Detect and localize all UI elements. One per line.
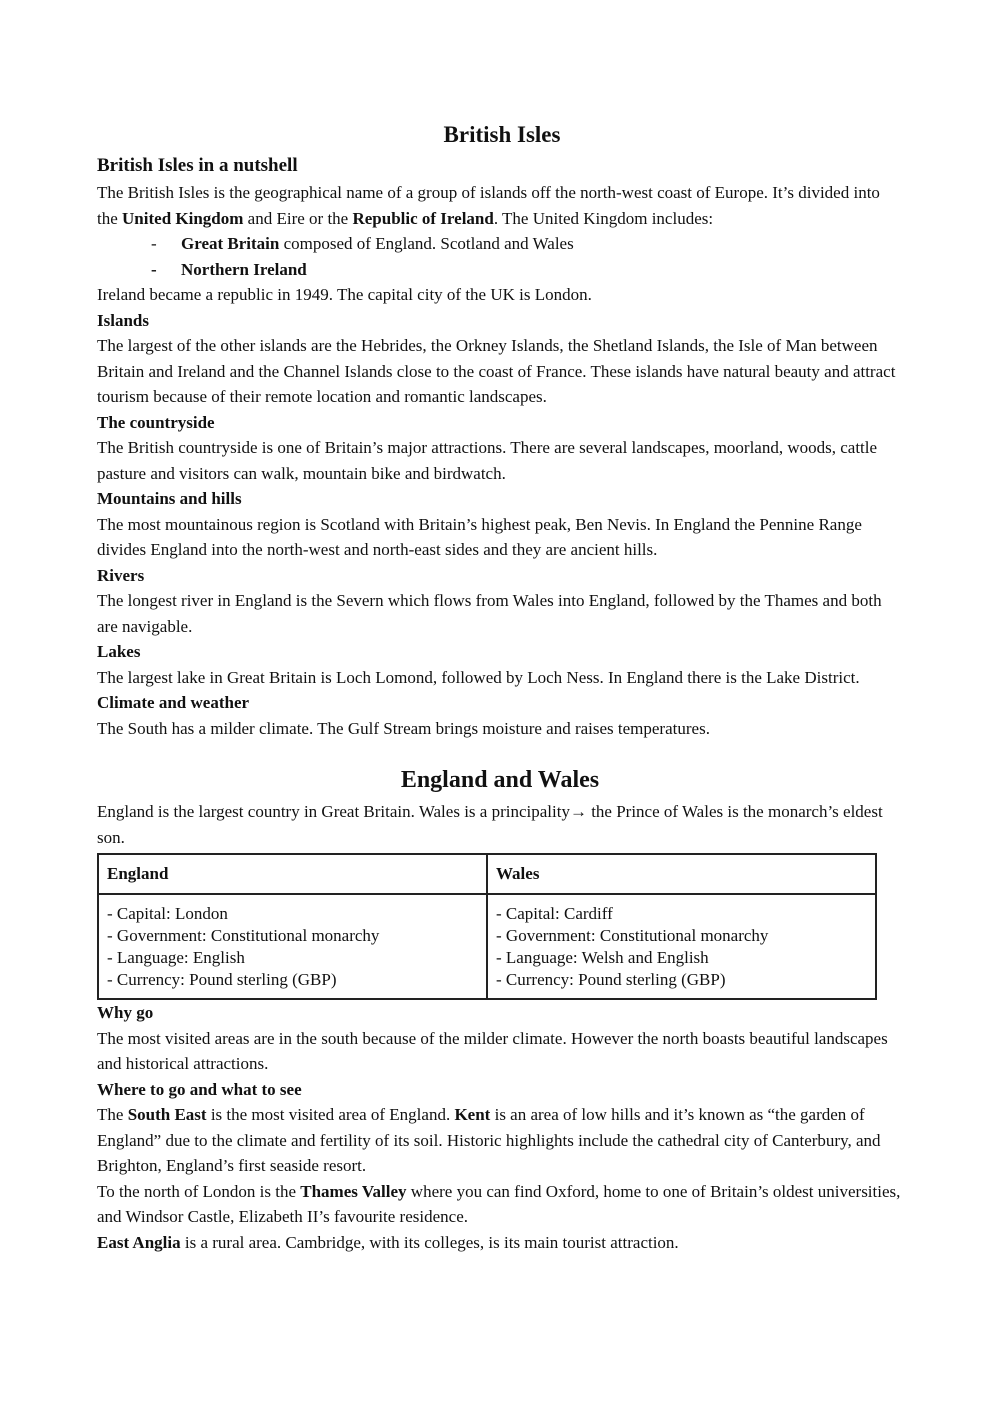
bold-east-anglia: East Anglia bbox=[97, 1232, 181, 1252]
heading-lakes: Lakes bbox=[97, 642, 141, 661]
republic-paragraph: Ireland became a republic in 1949. The capital city of the UK is London. bbox=[97, 285, 592, 304]
list-item bbox=[97, 231, 903, 257]
bold-thames-valley: Thames Valley bbox=[300, 1181, 407, 1201]
paragraph-why-go: The most visited areas are in the south because of the milder climate. However the north boasts beautiful landscapes and historical attractions. bbox=[97, 1028, 888, 1073]
table-header-wales: Wales bbox=[487, 854, 876, 894]
thames-text-1: To the north of London is the bbox=[97, 1181, 301, 1201]
paragraph-mountains: The most mountainous region is Scotland with Britain’s highest peak, Ben Nevis. In England the Pennine Range divides England into the north-west and north-east sides and they are ancient hills. bbox=[97, 514, 862, 559]
thames-text-2: where you can find Oxford, home to one of Britain’s oldest universities, and Windsor Castle, Elizabeth II’s favourite residence. bbox=[97, 1181, 901, 1226]
heading-climate: Climate and weather bbox=[97, 693, 250, 712]
table-header-row bbox=[98, 854, 876, 894]
intro-paragraph bbox=[97, 180, 903, 231]
heading-islands: Islands bbox=[97, 310, 149, 330]
england-currency: - Currency: Pound sterling (GBP) bbox=[107, 970, 337, 989]
east-anglia-text: is a rural area. Cambridge, with its colleges, is its main tourist attraction. bbox=[180, 1232, 679, 1252]
south-east-text-3: is an area of low hills and it’s known as “the garden of England” due to the climate and fertility of its soil. Historic highlights include the cathedral city of Canterbury, and Brighton, England’s first seaside resort. bbox=[97, 1105, 881, 1175]
uk-list bbox=[97, 231, 903, 282]
table-row bbox=[98, 894, 876, 999]
list-dash: - bbox=[151, 234, 157, 253]
comparison-table bbox=[97, 853, 877, 1000]
list-dash: - bbox=[151, 259, 157, 279]
document-page bbox=[97, 118, 903, 1255]
section-title-england-wales: England and Wales bbox=[400, 767, 600, 793]
heading-mountains: Mountains and hills bbox=[97, 489, 242, 508]
section-subtitle: British Isles in a nutshell bbox=[97, 155, 298, 176]
list-item-text: composed of England. Scotland and Wales bbox=[279, 234, 574, 253]
paragraph-thames-valley bbox=[97, 1179, 903, 1230]
paragraph-east-anglia bbox=[97, 1230, 903, 1256]
wales-currency: - Currency: Pound sterling (GBP) bbox=[496, 970, 726, 989]
heading-rivers: Rivers bbox=[97, 565, 145, 585]
bold-south-east: South East bbox=[127, 1105, 207, 1124]
wales-language: - Language: Welsh and English bbox=[496, 948, 709, 967]
wales-government: - Government: Constitutional monarchy bbox=[496, 926, 769, 945]
intro-bold-ireland: Republic of Ireland bbox=[352, 208, 494, 228]
england-government: - Government: Constitutional monarchy bbox=[107, 926, 380, 945]
england-language: - Language: English bbox=[107, 948, 245, 967]
list-item-bold: Great Britain bbox=[181, 234, 280, 253]
paragraph-lakes: The largest lake in Great Britain is Loch Lomond, followed by Loch Ness. In England there is the Lake District. bbox=[97, 667, 860, 687]
intro-bold-uk: United Kingdom bbox=[122, 208, 244, 228]
intro-text-2: and Eire or the bbox=[243, 208, 353, 228]
page-title: British Isles bbox=[443, 122, 561, 147]
paragraph-islands: The largest of the other islands are the Hebrides, the Orkney Islands, the Shetland Islands, the Isle of Man between Britain and Ireland and the Channel Islands close to the coast of France. These islands have natural beauty and attract tourism because of their remote location and romantic landscapes. bbox=[97, 336, 896, 406]
paragraph-climate: The South has a milder climate. The Gulf Stream brings moisture and raises temperatures. bbox=[97, 718, 710, 738]
list-item bbox=[97, 257, 903, 283]
intro-text-1: The British Isles is the geographical name of a group of islands off the north-west coast of Europe. It’s divided into the bbox=[97, 183, 880, 228]
bold-kent: Kent bbox=[454, 1105, 491, 1124]
paragraph-south-east bbox=[97, 1102, 903, 1179]
south-east-text-1: The bbox=[97, 1105, 128, 1124]
list-item-bold: Northern Ireland bbox=[181, 259, 307, 279]
table-cell-england bbox=[98, 894, 487, 999]
intro-text-3: . The United Kingdom includes: bbox=[493, 208, 714, 228]
heading-where-to-go: Where to go and what to see bbox=[97, 1079, 302, 1099]
wales-capital: - Capital: Cardiff bbox=[496, 904, 613, 923]
heading-countryside: The countryside bbox=[97, 412, 215, 432]
england-wales-intro: England is the largest country in Great Britain. Wales is a principality→ the Prince of Wales is the monarch’s eldest son. bbox=[97, 802, 883, 847]
heading-why-go: Why go bbox=[97, 1003, 154, 1022]
table-header-england: England bbox=[98, 854, 487, 894]
england-capital: - Capital: London bbox=[107, 904, 228, 923]
paragraph-rivers: The longest river in England is the Severn which flows from Wales into England, followed by the Thames and both are navigable. bbox=[97, 591, 882, 636]
table-cell-wales bbox=[487, 894, 876, 999]
south-east-text-2: is the most visited area of England. bbox=[206, 1105, 455, 1124]
paragraph-countryside: The British countryside is one of Britain’s major attractions. There are several landscapes, moorland, woods, cattle pasture and visitors can walk, mountain bike and birdwatch. bbox=[97, 438, 878, 483]
